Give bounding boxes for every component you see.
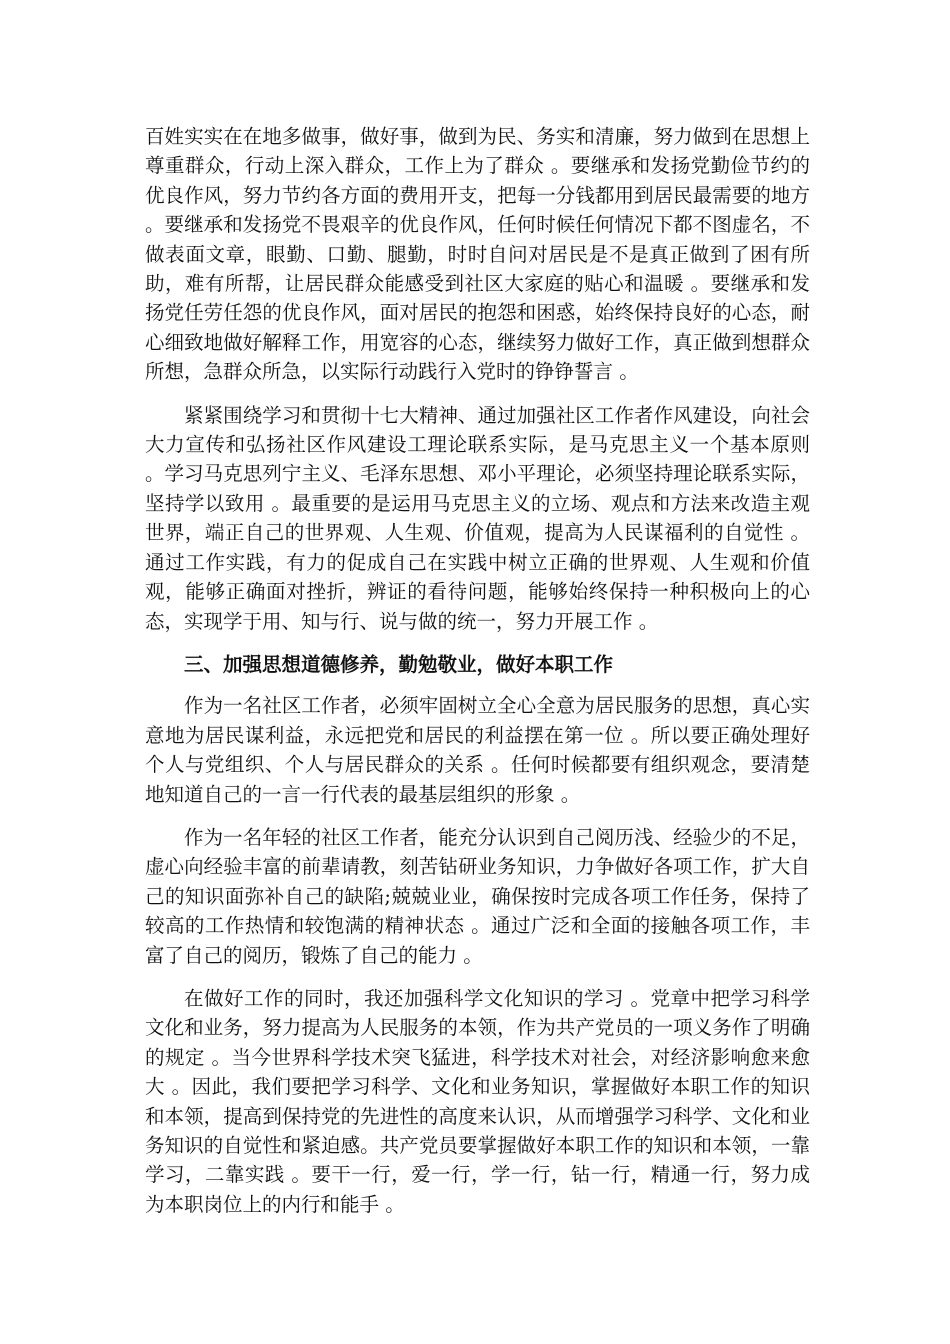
paragraph-young-worker: 作为一名年轻的社区工作者，能充分认识到自己阅历浅、经验少的不足，虚心向经验丰富的前辈请教，刻苦钻研业务知识，力争做好各项工作，扩大自己的知识面弥补自己的缺陷;兢兢业业，确保按时完成各项工作任务，保持了较高的工作热情和较饱满的精神状态 。通过广泛和全面的接触各项工作，丰富了自己的阅历，锻炼了自己的能力 。 bbox=[145, 825, 810, 967]
paragraph-theory-practice: 紧紧围绕学习和贯彻十七大精神、通过加强社区工作者作风建设，向社会大力宣传和弘扬社区作风建设工理论联系实际，是马克思主义一个基本原则 。学习马克思列宁主义、毛泽东思想、邓小平理论，必须坚持理论联系实际，坚持学以致用 。最重要的是运用马克思主义的立场、观点和方法来改造主观世界，端正自己的世界观、人生观、价值观，提高为人民谋福利的自觉性 。通过工作实践，有力的促成自己在实践中树立正确的世界观、人生观和价值观，能够正确面对挫折，辨证的看待问题，能够始终保持一种积极向上的心态，实现学于用、知与行、说与做的统一，努力开展工作 。 bbox=[145, 403, 810, 633]
section-heading-3: 三、加强思想道德修养，勤勉敬业，做好本职工作 bbox=[184, 652, 614, 676]
document-page bbox=[145, 122, 810, 1233]
paragraph-continuation: 百姓实实在在地多做事，做好事，做到为民、务实和清廉，努力做到在思想上尊重群众，行动上深入群众，工作上为了群众 。要继承和发扬党勤俭节约的优良作风，努力节约各方面的费用开支，把每一分钱都用到居民最需要的地方 。要继承和发扬党不畏艰辛的优良作风，任何时候任何情况下都不图虚名，不做表面文章，眼勤、口勤、腿勤，时时自问对居民是不是真正做到了困有所助，难有所帮，让居民群众能感受到社区大家庭的贴心和温暖 。要继承和发扬党任劳任怨的优良作风，面对居民的抱怨和困惑，始终保持良好的心态，耐心细致地做好解释工作，用宽容的心态，继续努力做好工作，真正做到想群众所想，急群众所急，以实际行动践行入党时的铮铮誓言 。 bbox=[145, 125, 810, 384]
paragraph-service-mindset: 作为一名社区工作者，必须牢固树立全心全意为居民服务的思想，真心实意地为居民谋利益，永远把党和居民的利益摆在第一位 。所以要正确处理好个人与党组织、个人与居民群众的关系 。任何时候都要有组织观念，要清楚地知道自己的一言一行代表的最基层组织的形象 。 bbox=[145, 694, 810, 806]
paragraph-study-knowledge: 在做好工作的同时，我还加强科学文化知识的学习 。党章中把学习科学文化和业务，努力提高为人民服务的本领，作为共产党员的一项义务作了明确的规定 。当今世界科学技术突飞猛进，科学技术对社会，对经济影响愈来愈大 。因此，我们要把学习科学、文化和业务知识，掌握做好本职工作的知识和本领，提高到保持党的先进性的高度来认识，从而增强学习科学、文化和业务知识的自觉性和紧迫感。共产党员要掌握做好本职工作的知识和本领，一靠学习，二靠实践 。要干一行，爱一行，学一行，钻一行，精通一行，努力成为本职岗位上的内行和能手 。 bbox=[145, 986, 810, 1216]
